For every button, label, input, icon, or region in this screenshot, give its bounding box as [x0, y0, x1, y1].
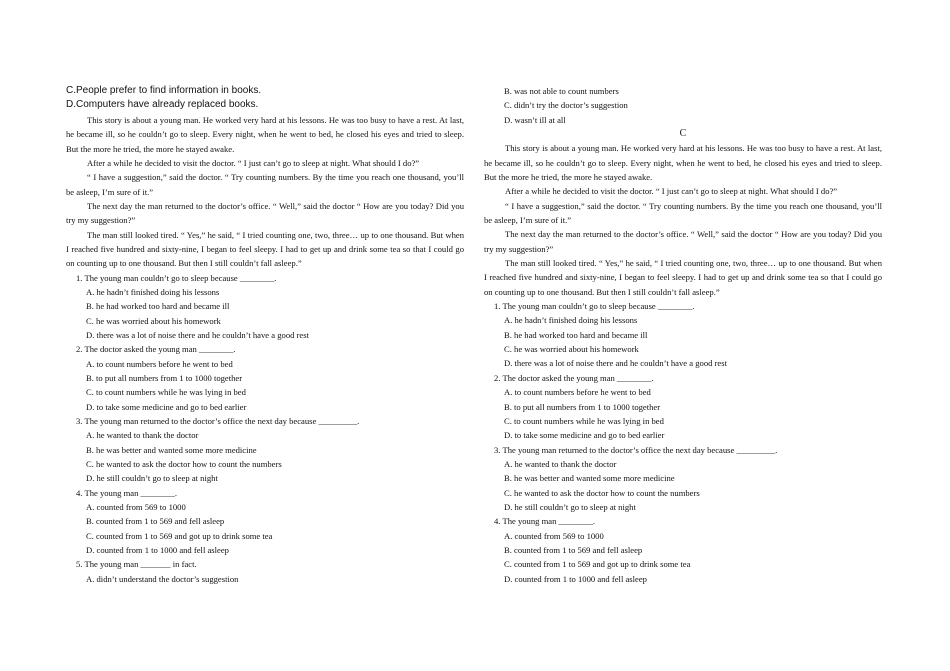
- answer-option: A. didn’t understand the doctor’s suggestion: [86, 573, 239, 584]
- answer-option: C. he wanted to ask the doctor how to count the numbers: [504, 487, 700, 498]
- passage-paragraph: “ I have a suggestion,” said the doctor. “ Try counting numbers. By the time you reach one thousand, you’ll be asleep, I’m sure of it.”: [66, 172, 464, 197]
- question-stem: 2. The doctor asked the young man ________.: [76, 344, 236, 355]
- passage-paragraph: The man still looked tired. “ Yes,” he said, “ I tried counting one, two, three… up to one thousand. But when I reached five hundred and sixty-nine, I began to feel sleepy. I had to get up and drink some tea so that I could go on counting up to one thousand. But then I still couldn’t fall asleep.”: [484, 258, 882, 297]
- question-stem: 2. The doctor asked the young man ________.: [494, 372, 654, 383]
- option-line: C.People prefer to find information in books.: [66, 85, 262, 96]
- answer-option: C. didn’t try the doctor’s suggestion: [504, 100, 628, 111]
- answer-option: C. counted from 1 to 569 and got up to drink some tea: [504, 559, 691, 570]
- answer-option: C. to count numbers while he was lying in bed: [504, 415, 664, 426]
- answer-option: D. there was a lot of noise there and he couldn’t have a good rest: [86, 329, 309, 340]
- question-stem: 1. The young man couldn’t go to sleep because ________.: [76, 272, 277, 283]
- answer-option: B. he was better and wanted some more medicine: [86, 444, 257, 455]
- answer-option: D. counted from 1 to 1000 and fell asleep: [86, 545, 229, 556]
- left-column: [66, 84, 464, 586]
- right-column: [484, 84, 882, 586]
- passage-paragraph: “ I have a suggestion,” said the doctor. “ Try counting numbers. By the time you reach one thousand, you’ll be asleep, I’m sure of it.”: [484, 200, 882, 226]
- question-stem: 3. The young man returned to the doctor’s office the next day because _________.: [494, 444, 778, 455]
- question-stem: 4. The young man ________.: [494, 516, 596, 527]
- answer-option: B. he had worked too hard and became ill: [504, 329, 648, 340]
- passage-paragraph: This story is about a young man. He worked very hard at his lessons. He was too busy to have a rest. At last, he became ill, so he couldn’t go to sleep. Every night, when he went to bed, he closed his eyes and tried to sleep. But the more he tried, the more he stayed awake.: [484, 143, 882, 183]
- answer-option: A. counted from 569 to 1000: [86, 502, 186, 513]
- answer-option: D. to take some medicine and go to bed earlier: [86, 401, 247, 412]
- answer-option: A. he hadn’t finished doing his lessons: [86, 286, 220, 297]
- answer-option: C. counted from 1 to 569 and got up to drink some tea: [86, 530, 273, 541]
- answer-option: C. he wanted to ask the doctor how to count the numbers: [86, 459, 282, 470]
- answer-option: D. there was a lot of noise there and he couldn’t have a good rest: [504, 358, 727, 369]
- passage-paragraph: This story is about a young man. He worked very hard at his lessons. He was too busy to have a rest. At last, he became ill, so he couldn’t go to sleep. Every night, when he went to bed, he closed his eyes and tried to sleep. But the more he tried, the more he stayed awake.: [66, 114, 464, 154]
- answer-option: B. counted from 1 to 569 and fell asleep: [504, 544, 643, 555]
- passage: [484, 141, 882, 299]
- answer-option: A. to count numbers before he went to bed: [504, 387, 651, 398]
- answer-option: D. to take some medicine and go to bed earlier: [504, 430, 665, 441]
- question-stem: 4. The young man ________.: [76, 487, 178, 498]
- question-stem: 1. The young man couldn’t go to sleep because ________.: [494, 301, 695, 312]
- passage-paragraph: The next day the man returned to the doctor’s office. “ Well,” said the doctor “ How are you today? Did you try my suggestion?”: [66, 200, 464, 226]
- answer-option: D. he still couldn’t go to sleep at night: [504, 501, 636, 512]
- answer-option: B. he had worked too hard and became ill: [86, 301, 230, 312]
- question-list: [66, 271, 464, 587]
- passage: [66, 113, 464, 271]
- question-stem: 3. The young man returned to the doctor’s office the next day because _________.: [76, 416, 360, 427]
- option-line: D.Computers have already replaced books.: [66, 99, 259, 111]
- answer-option: B. to put all numbers from 1 to 1000 together: [504, 401, 661, 412]
- question-list: [484, 299, 882, 586]
- answer-option: B. to put all numbers from 1 to 1000 together: [86, 373, 243, 383]
- answer-option: A. to count numbers before he went to bed: [86, 358, 233, 369]
- answer-option: D. counted from 1 to 1000 and fell asleep: [504, 573, 647, 584]
- section-label: C: [679, 128, 687, 140]
- question-stem: 5. The young man _______ in fact.: [76, 559, 197, 570]
- passage-paragraph: The next day the man returned to the doctor’s office. “ Well,” said the doctor “ How are you today? Did you try my suggestion?”: [484, 229, 882, 254]
- answer-option: A. he hadn’t finished doing his lessons: [504, 315, 638, 326]
- answer-option: C. he was worried about his homework: [504, 344, 639, 355]
- answer-option: D. wasn’t ill at all: [504, 114, 566, 125]
- passage-paragraph: The man still looked tired. “ Yes,” he said, “ I tried counting one, two, three… up to one thousand. But when I reached five hundred and sixty-nine, I began to feel sleepy. I had to get up and drink some tea so that I could go on counting up to one thousand. But then I still couldn’t fall asleep.”: [66, 229, 464, 269]
- answer-option: C. to count numbers while he was lying in bed: [86, 387, 246, 398]
- answer-option: B. was not able to count numbers: [504, 86, 619, 96]
- passage-paragraph: After a while he decided to visit the doctor. “ I just can’t go to sleep at night. What should I do?”: [505, 186, 838, 197]
- answer-option: C. he was worried about his homework: [86, 315, 221, 326]
- answer-option: B. he was better and wanted some more medicine: [504, 473, 675, 484]
- answer-option: A. he wanted to thank the doctor: [86, 430, 199, 441]
- passage-paragraph: After a while he decided to visit the doctor. “ I just can’t go to sleep at night. What should I do?”: [87, 157, 420, 168]
- answer-option: A. he wanted to thank the doctor: [504, 458, 617, 469]
- answer-option: D. he still couldn’t go to sleep at night: [86, 473, 218, 484]
- answer-option: B. counted from 1 to 569 and fell asleep: [86, 516, 225, 527]
- answer-option: A. counted from 569 to 1000: [504, 530, 604, 541]
